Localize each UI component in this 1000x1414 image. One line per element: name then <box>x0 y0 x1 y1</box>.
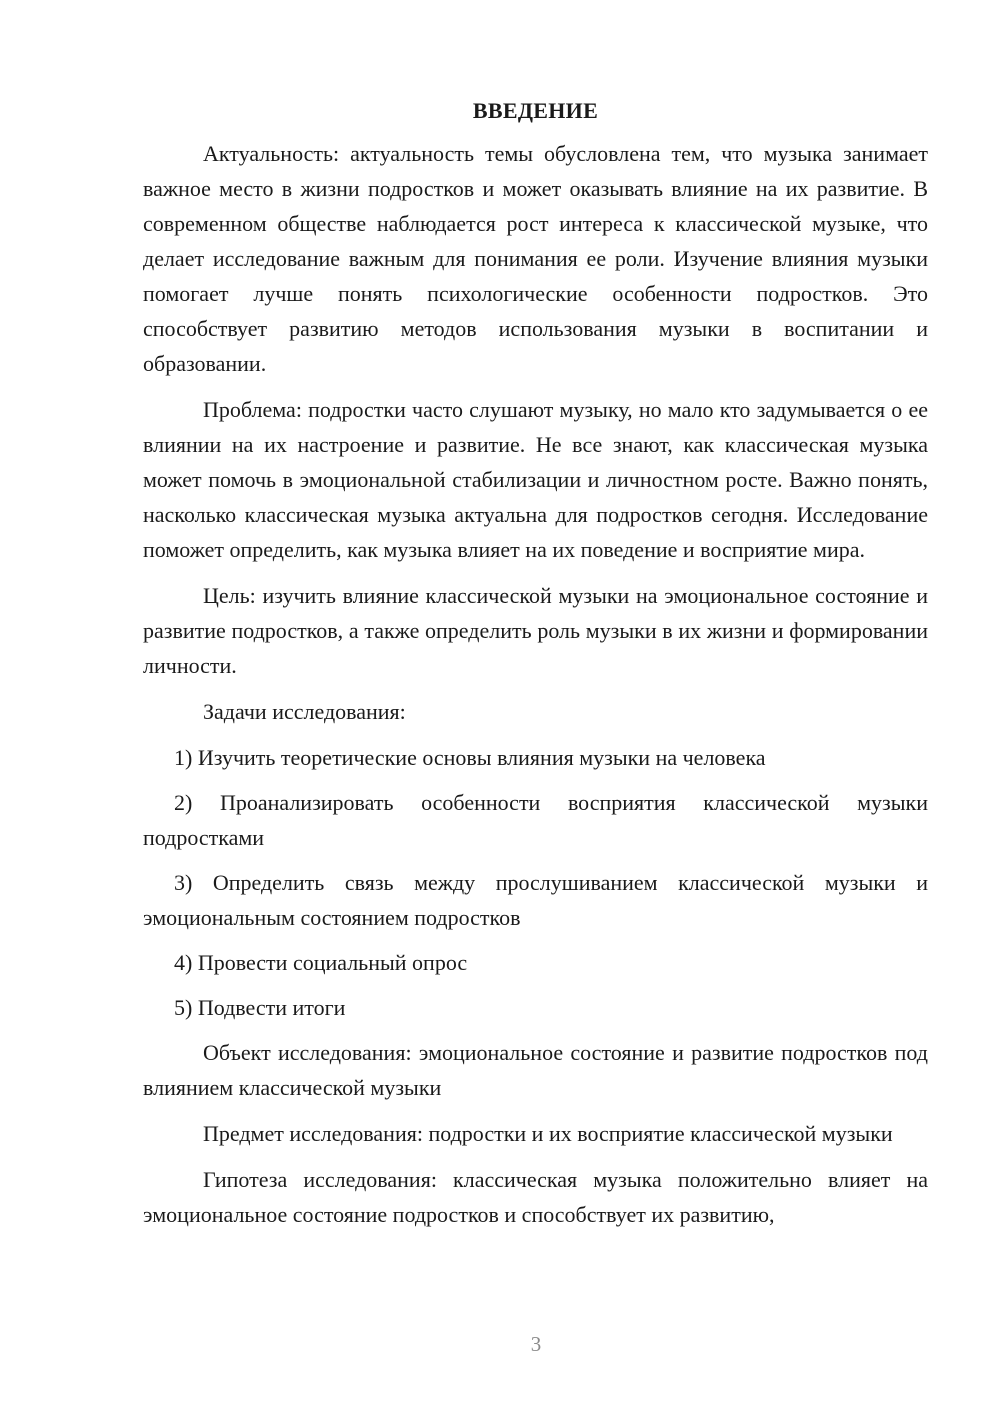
paragraph-subject: Предмет исследования: подростки и их восприятие классической музыки <box>203 1121 893 1146</box>
document-page <box>143 96 928 1243</box>
paragraph-relevance: Актуальность: актуальность темы обусловлена тем, что музыка занимает важное место в жизни подростков и может оказывать влияние на их развитие. В современном обществе наблюдается рост интереса к классической музыке, что делает исследование важным для понимания ее роли. Изучение влияния музыки помогает лучше понять психологические особенности подростков. Это способствует развитию методов использования музыки в воспитании и образовании. <box>143 141 928 376</box>
tasks-list <box>143 740 928 1025</box>
page-number: 3 <box>530 1332 542 1356</box>
task-item: 1) Изучить теоретические основы влияния музыки на человека <box>174 745 766 770</box>
paragraph-tasks-intro: Задачи исследования: <box>203 699 406 724</box>
section-heading: ВВЕДЕНИЕ <box>472 98 599 123</box>
paragraph-hypothesis: Гипотеза исследования: классическая музыка положительно влияет на эмоциональное состояние подростков и способствует их развитию, <box>143 1167 928 1227</box>
task-item: 5) Подвести итоги <box>174 995 346 1020</box>
task-item: 2) Проанализировать особенности восприятия классической музыки подростками <box>143 790 928 850</box>
paragraph-problem: Проблема: подростки часто слушают музыку, но мало кто задумывается о ее влиянии на их настроение и развитие. Не все знают, как классическая музыка может помочь в эмоциональной стабилизации и личностном росте. Важно понять, насколько классическая музыка актуальна для подростков сегодня. Исследование поможет определить, как музыка влияет на их поведение и восприятие мира. <box>143 397 928 562</box>
paragraph-goal: Цель: изучить влияние классической музыки на эмоциональное состояние и развитие подростков, а также определить роль музыки в их жизни и формировании личности. <box>143 583 928 678</box>
task-item: 3) Определить связь между прослушиванием классической музыки и эмоциональным состоянием подростков <box>143 870 928 930</box>
task-item: 4) Провести социальный опрос <box>174 950 468 975</box>
paragraph-object: Объект исследования: эмоциональное состояние и развитие подростков под влиянием классической музыки <box>143 1040 928 1100</box>
